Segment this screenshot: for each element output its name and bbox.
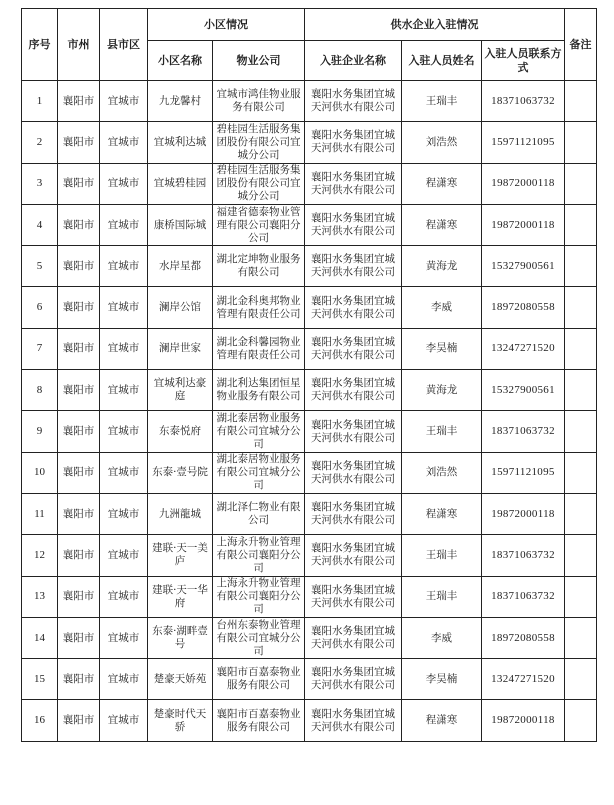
cell-community: 澜岸世家: [148, 328, 213, 369]
cell-supplier: 襄阳水务集团宜城天河供水有限公司: [305, 246, 402, 287]
cell-county: 宜城市: [100, 287, 148, 328]
cell-city: 襄阳市: [58, 81, 100, 122]
cell-property: 碧桂园生活服务集团股份有限公司宜城分公司: [213, 163, 305, 204]
cell-seq: 16: [22, 700, 58, 741]
cell-seq: 11: [22, 493, 58, 534]
header-contact: 入驻人员联系方式: [482, 41, 565, 81]
cell-community: 水岸星都: [148, 246, 213, 287]
table-row: [22, 576, 597, 617]
header-staff-name: 入驻人员姓名: [402, 41, 482, 81]
cell-supplier: 襄阳水务集团宜城天河供水有限公司: [305, 122, 402, 163]
cell-phone: 18371063732: [482, 535, 565, 576]
cell-seq: 14: [22, 617, 58, 658]
cell-staff: 王瑞丰: [402, 535, 482, 576]
cell-county: 宜城市: [100, 535, 148, 576]
cell-supplier: 襄阳水务集团宜城天河供水有限公司: [305, 535, 402, 576]
document-page: [21, 8, 596, 742]
cell-county: 宜城市: [100, 370, 148, 411]
cell-remark: [565, 246, 597, 287]
table-body: [22, 81, 597, 742]
cell-staff: 李昊楠: [402, 328, 482, 369]
header-seq: 序号: [22, 9, 58, 81]
table-row: [22, 411, 597, 452]
cell-community: 楚豪时代天骄: [148, 700, 213, 741]
cell-county: 宜城市: [100, 163, 148, 204]
cell-seq: 15: [22, 659, 58, 700]
cell-seq: 5: [22, 246, 58, 287]
cell-city: 襄阳市: [58, 452, 100, 493]
cell-property: 襄阳市百嘉泰物业服务有限公司: [213, 700, 305, 741]
cell-supplier: 襄阳水务集团宜城天河供水有限公司: [305, 287, 402, 328]
community-water-supplier-table: [21, 8, 597, 742]
cell-community: 宜城利达城: [148, 122, 213, 163]
cell-city: 襄阳市: [58, 576, 100, 617]
cell-supplier: 襄阳水务集团宜城天河供水有限公司: [305, 81, 402, 122]
cell-staff: 程潇寒: [402, 700, 482, 741]
cell-property: 湖北金科奥邦物业管理有限责任公司: [213, 287, 305, 328]
cell-phone: 18972080558: [482, 617, 565, 658]
cell-staff: 黄海龙: [402, 370, 482, 411]
cell-seq: 1: [22, 81, 58, 122]
cell-city: 襄阳市: [58, 328, 100, 369]
cell-phone: 19872000118: [482, 700, 565, 741]
cell-staff: 李威: [402, 287, 482, 328]
cell-remark: [565, 328, 597, 369]
table-row: [22, 700, 597, 741]
cell-remark: [565, 122, 597, 163]
cell-community: 东泰·湖畔壹号: [148, 617, 213, 658]
cell-staff: 黄海龙: [402, 246, 482, 287]
cell-county: 宜城市: [100, 81, 148, 122]
cell-staff: 王瑞丰: [402, 411, 482, 452]
cell-county: 宜城市: [100, 328, 148, 369]
cell-remark: [565, 452, 597, 493]
cell-supplier: 襄阳水务集团宜城天河供水有限公司: [305, 163, 402, 204]
cell-seq: 13: [22, 576, 58, 617]
cell-property: 湖北泰居物业服务有限公司宜城分公司: [213, 452, 305, 493]
cell-staff: 李昊楠: [402, 659, 482, 700]
cell-phone: 15971121095: [482, 452, 565, 493]
table-row: [22, 204, 597, 245]
cell-supplier: 襄阳水务集团宜城天河供水有限公司: [305, 411, 402, 452]
cell-seq: 6: [22, 287, 58, 328]
cell-staff: 李威: [402, 617, 482, 658]
header-supplier-group: 供水企业入驻情况: [305, 9, 565, 41]
cell-remark: [565, 370, 597, 411]
cell-community: 建联·天一华府: [148, 576, 213, 617]
table-row: [22, 81, 597, 122]
cell-community: 宜城利达豪庭: [148, 370, 213, 411]
cell-community: 九洲龍城: [148, 493, 213, 534]
cell-seq: 4: [22, 204, 58, 245]
cell-remark: [565, 535, 597, 576]
cell-community: 宜城碧桂园: [148, 163, 213, 204]
cell-phone: 19872000118: [482, 163, 565, 204]
cell-county: 宜城市: [100, 204, 148, 245]
cell-seq: 9: [22, 411, 58, 452]
table-row: [22, 493, 597, 534]
table-row: [22, 122, 597, 163]
cell-supplier: 襄阳水务集团宜城天河供水有限公司: [305, 370, 402, 411]
cell-community: 澜岸公馆: [148, 287, 213, 328]
cell-staff: 程潇寒: [402, 204, 482, 245]
table-header: [22, 9, 597, 81]
cell-phone: 18371063732: [482, 81, 565, 122]
cell-staff: 程潇寒: [402, 493, 482, 534]
cell-property: 福建省德泰物业管理有限公司襄阳分公司: [213, 204, 305, 245]
cell-remark: [565, 287, 597, 328]
cell-phone: 13247271520: [482, 659, 565, 700]
cell-city: 襄阳市: [58, 617, 100, 658]
cell-county: 宜城市: [100, 411, 148, 452]
cell-city: 襄阳市: [58, 204, 100, 245]
cell-city: 襄阳市: [58, 493, 100, 534]
cell-remark: [565, 617, 597, 658]
header-supplier-name: 入驻企业名称: [305, 41, 402, 81]
cell-seq: 12: [22, 535, 58, 576]
cell-supplier: 襄阳水务集团宜城天河供水有限公司: [305, 493, 402, 534]
cell-community: 楚豪天娇苑: [148, 659, 213, 700]
cell-phone: 19872000118: [482, 204, 565, 245]
table-row: [22, 452, 597, 493]
cell-city: 襄阳市: [58, 370, 100, 411]
cell-community: 东泰·壹号院: [148, 452, 213, 493]
cell-city: 襄阳市: [58, 246, 100, 287]
cell-phone: 13247271520: [482, 328, 565, 369]
cell-property: 湖北利达集团恒星物业服务有限公司: [213, 370, 305, 411]
cell-remark: [565, 700, 597, 741]
cell-supplier: 襄阳水务集团宜城天河供水有限公司: [305, 328, 402, 369]
cell-seq: 7: [22, 328, 58, 369]
header-city: 市州: [58, 9, 100, 81]
cell-county: 宜城市: [100, 452, 148, 493]
cell-supplier: 襄阳水务集团宜城天河供水有限公司: [305, 700, 402, 741]
cell-city: 襄阳市: [58, 163, 100, 204]
cell-remark: [565, 81, 597, 122]
cell-city: 襄阳市: [58, 287, 100, 328]
table-row: [22, 535, 597, 576]
cell-remark: [565, 204, 597, 245]
cell-phone: 15327900561: [482, 246, 565, 287]
cell-property: 湖北泽仁物业有限公司: [213, 493, 305, 534]
cell-city: 襄阳市: [58, 535, 100, 576]
table-row: [22, 617, 597, 658]
cell-staff: 刘浩然: [402, 452, 482, 493]
table-row: [22, 287, 597, 328]
cell-community: 康桥国际城: [148, 204, 213, 245]
cell-staff: 刘浩然: [402, 122, 482, 163]
cell-staff: 王瑞丰: [402, 576, 482, 617]
cell-county: 宜城市: [100, 246, 148, 287]
cell-community: 九龙馨村: [148, 81, 213, 122]
cell-supplier: 襄阳水务集团宜城天河供水有限公司: [305, 659, 402, 700]
table-row: [22, 246, 597, 287]
cell-city: 襄阳市: [58, 122, 100, 163]
cell-phone: 15327900561: [482, 370, 565, 411]
cell-property: 上海永升物业管理有限公司襄阳分公司: [213, 535, 305, 576]
cell-property: 宜城市鸿佳物业服务有限公司: [213, 81, 305, 122]
cell-county: 宜城市: [100, 659, 148, 700]
cell-property: 襄阳市百嘉泰物业服务有限公司: [213, 659, 305, 700]
table-row: [22, 370, 597, 411]
cell-community: 建联·天一美庐: [148, 535, 213, 576]
cell-supplier: 襄阳水务集团宜城天河供水有限公司: [305, 617, 402, 658]
cell-remark: [565, 659, 597, 700]
cell-city: 襄阳市: [58, 700, 100, 741]
header-community-name: 小区名称: [148, 41, 213, 81]
cell-staff: 王瑞丰: [402, 81, 482, 122]
header-remark: 备注: [565, 9, 597, 81]
table-row: [22, 163, 597, 204]
cell-seq: 10: [22, 452, 58, 493]
cell-phone: 18371063732: [482, 411, 565, 452]
cell-county: 宜城市: [100, 617, 148, 658]
cell-seq: 8: [22, 370, 58, 411]
table-row: [22, 659, 597, 700]
cell-phone: 15971121095: [482, 122, 565, 163]
cell-property: 上海永升物业管理有限公司襄阳分公司: [213, 576, 305, 617]
cell-property: 台州东泰物业管理有限公司宜城分公司: [213, 617, 305, 658]
cell-remark: [565, 576, 597, 617]
cell-city: 襄阳市: [58, 659, 100, 700]
cell-supplier: 襄阳水务集团宜城天河供水有限公司: [305, 452, 402, 493]
cell-property: 碧桂园生活服务集团股份有限公司宜城分公司: [213, 122, 305, 163]
table-row: [22, 328, 597, 369]
cell-community: 东泰悦府: [148, 411, 213, 452]
cell-phone: 19872000118: [482, 493, 565, 534]
cell-remark: [565, 163, 597, 204]
cell-city: 襄阳市: [58, 411, 100, 452]
cell-supplier: 襄阳水务集团宜城天河供水有限公司: [305, 576, 402, 617]
cell-seq: 3: [22, 163, 58, 204]
cell-county: 宜城市: [100, 576, 148, 617]
cell-property: 湖北泰居物业服务有限公司宜城分公司: [213, 411, 305, 452]
cell-county: 宜城市: [100, 122, 148, 163]
cell-county: 宜城市: [100, 700, 148, 741]
cell-remark: [565, 493, 597, 534]
cell-supplier: 襄阳水务集团宜城天河供水有限公司: [305, 204, 402, 245]
cell-property: 湖北金科馨园物业管理有限责任公司: [213, 328, 305, 369]
cell-staff: 程潇寒: [402, 163, 482, 204]
header-community-group: 小区情况: [148, 9, 305, 41]
cell-remark: [565, 411, 597, 452]
cell-seq: 2: [22, 122, 58, 163]
cell-county: 宜城市: [100, 493, 148, 534]
header-property-company: 物业公司: [213, 41, 305, 81]
cell-phone: 18972080558: [482, 287, 565, 328]
header-county: 县市区: [100, 9, 148, 81]
cell-property: 湖北定坤物业服务有限公司: [213, 246, 305, 287]
cell-phone: 18371063732: [482, 576, 565, 617]
